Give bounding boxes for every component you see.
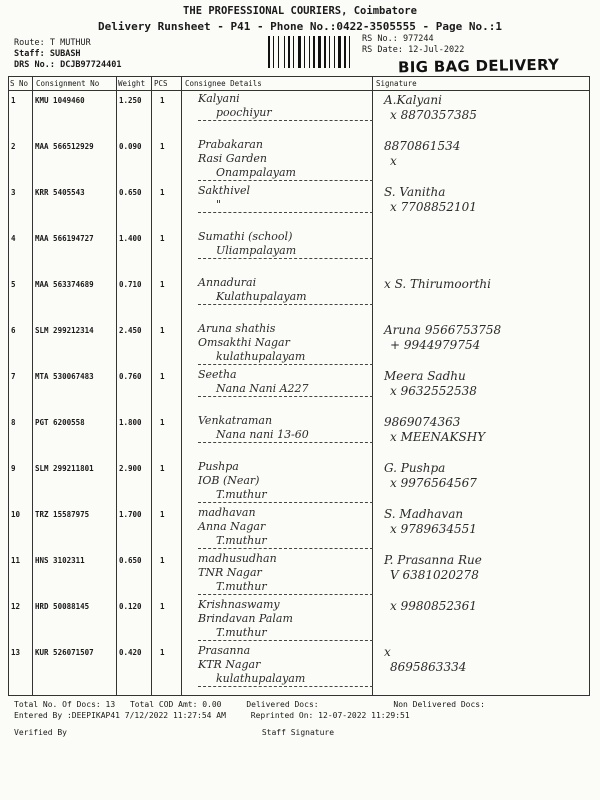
consignee-line: kulathupalayam [198,672,373,687]
rs-no-value: 977244 [402,34,434,44]
row-consignee-details [198,460,373,503]
consignee-line: Prasanna [198,644,251,657]
row-signature [374,461,579,491]
row-pcs: 1 [160,188,165,197]
row-consignment-no: HNS 3102311 [35,556,85,565]
row-consignee-details [198,506,373,549]
signature-line: 8870861534 [384,139,461,153]
consignee-line: TNR Nagar [198,566,262,579]
row-weight: 1.700 [119,510,142,519]
row-consignee-details [198,414,373,443]
row-sno: 9 [11,464,16,473]
consignee-line: Onampalayam [198,166,373,181]
row-sno: 12 [11,602,21,611]
row-signature [374,93,579,123]
table-border-bottom [8,695,590,696]
consignee-line: Uliampalayam [198,244,373,259]
consignee-line: Kalyani [198,92,240,105]
signature-line: Meera Sadhu [384,369,466,383]
barcode-bar [313,36,315,68]
verified-by: Verified By [14,728,67,737]
row-sno: 6 [11,326,16,335]
table-row [8,643,590,689]
consignee-line: Kulathupalayam [198,290,373,305]
col-header-sno: S No [10,79,29,88]
consignee-line: Brindavan Palam [198,612,293,625]
table-row [8,597,590,643]
barcode-bar [334,36,335,68]
consignee-line: T.muthur [198,488,373,503]
row-pcs: 1 [160,648,165,657]
table-row [8,551,590,597]
row-weight: 0.120 [119,602,142,611]
row-consignee-details [198,368,373,397]
barcode-bar [329,36,330,68]
row-consignment-no: TRZ 15587975 [35,510,90,519]
row-sno: 5 [11,280,16,289]
signature-line: 9869074363 [384,415,461,429]
consignee-line: Rasi Garden [198,152,267,165]
row-signature [374,553,579,583]
barcode [268,36,352,68]
col-header-consignment: Consignment No [36,79,100,88]
row-pcs: 1 [160,142,165,151]
row-signature [374,369,579,399]
row-pcs: 1 [160,510,165,519]
rs-no-label: RS No.: [362,34,398,44]
table-row [8,137,590,183]
row-consignment-no: SLM 299211801 [35,464,94,473]
row-weight: 0.650 [119,188,142,197]
row-consignee-details [198,276,373,305]
row-consignment-no: PGT 6200558 [35,418,85,427]
table-row [8,275,590,321]
col-header-consignee: Consignee Details [185,79,262,88]
consignee-line: madhavan [198,506,256,519]
consignee-line: IOB (Near) [198,474,260,487]
consignee-line: T.muthur [198,580,373,595]
signature-line: x 8870357385 [390,108,477,122]
row-consignment-no: SLM 299212314 [35,326,94,335]
signature-line: Aruna 9566753758 [384,323,502,337]
row-signature [374,507,579,537]
row-consignee-details [198,230,373,259]
consignee-line: KTR Nagar [198,658,261,671]
barcode-bar [304,36,305,68]
company-title: THE PROFESSIONAL COURIERS, Coimbatore [183,5,417,17]
consignee-line: Seetha [198,368,237,381]
row-signature [374,599,579,614]
big-bag-stamp: BIG BAG DELIVERY [397,55,560,77]
table-row [8,505,590,551]
staff-label: Staff: [14,49,45,59]
consignee-line: Anna Nagar [198,520,266,533]
signature-line: A.Kalyani [384,93,442,107]
row-sno: 2 [11,142,16,151]
row-signature [374,139,579,169]
signature-line: x [390,154,397,168]
row-signature [374,323,579,353]
signature-line: x MEENAKSHY [390,430,486,444]
total-cod: Total COD Amt: 0.00 [129,700,222,709]
footer-totals [14,700,485,709]
barcode-bar [298,36,301,68]
footer-sign [14,728,334,737]
col-header-weight: Weight [118,79,146,88]
consignee-line: kulathupalayam [198,350,373,365]
signature-line: V 6381020278 [390,568,479,582]
rs-date-label: RS Date: [362,45,403,55]
row-sno: 8 [11,418,16,427]
table-row [8,459,590,505]
signature-line: x S. Thirumoorthi [384,277,491,291]
row-consignment-no: HRD 50088145 [35,602,90,611]
staff-value: SUBASH [49,49,81,59]
row-consignment-no: KUR 526071507 [35,648,94,657]
drs-label: DRS No.: [14,60,55,70]
row-consignee-details [198,644,373,687]
row-consignment-no: MTA 530067483 [35,372,94,381]
signature-line: x 9789634551 [390,522,477,536]
total-docs: Total No. Of Docs: 13 [14,700,116,709]
row-consignee-details [198,322,373,365]
consignee-line: T.muthur [198,534,373,549]
barcode-bar [349,36,350,68]
row-weight: 0.710 [119,280,142,289]
row-pcs: 1 [160,96,165,105]
consignee-line: Krishnaswamy [198,598,280,611]
table-row [8,229,590,275]
rs-date-value: 12-Jul-2022 [408,45,465,55]
consignee-line: Prabakaran [198,138,263,151]
row-weight: 0.420 [119,648,142,657]
barcode-bar [318,36,321,68]
signature-line: G. Pushpa [384,461,446,475]
row-pcs: 1 [160,280,165,289]
row-consignee-details [198,184,373,213]
runsheet-table [8,76,590,696]
row-weight: 0.650 [119,556,142,565]
row-sno: 7 [11,372,16,381]
signature-line: x 9980852361 [390,599,477,613]
row-weight: 0.760 [119,372,142,381]
table-row [8,91,590,137]
consignee-line: Annadurai [198,276,257,289]
row-consignment-no: KRR 5405543 [35,188,85,197]
route-label: Route: [14,38,45,48]
row-pcs: 1 [160,556,165,565]
signature-line: x 9632552538 [390,384,477,398]
table-row [8,367,590,413]
delivered-docs: Delivered Docs: [246,700,319,709]
row-sno: 1 [11,96,16,105]
row-signature [374,415,579,445]
barcode-bar [268,36,270,68]
barcode-bar [324,36,326,68]
route-info [14,38,122,71]
barcode-bar [293,36,294,68]
route-value: T MUTHUR [49,38,91,48]
consignee-line: T.muthur [198,626,373,641]
consignee-line: Aruna shathis [198,322,276,335]
barcode-bar [344,36,346,68]
row-weight: 1.800 [119,418,142,427]
row-pcs: 1 [160,234,165,243]
col-header-signature: Signature [376,79,417,88]
row-weight: 0.090 [119,142,142,151]
row-consignee-details [198,92,373,121]
row-sno: 10 [11,510,21,519]
row-pcs: 1 [160,464,165,473]
barcode-bar [278,36,279,68]
barcode-bar [309,36,310,68]
signature-line: S. Vanitha [384,185,446,199]
consignee-line: Pushpa [198,460,239,473]
signature-line: S. Madhavan [384,507,464,521]
barcode-bar [273,36,274,68]
signature-line: x 9976564567 [390,476,477,490]
row-consignee-details [198,138,373,181]
staff-signature: Staff Signature [261,728,335,737]
row-consignee-details [198,552,373,595]
signature-line: x [384,645,391,659]
table-row [8,183,590,229]
row-consignment-no: KMU 1049460 [35,96,85,105]
footer-entry [14,711,410,720]
consignee-line: madhusudhan [198,552,277,565]
row-pcs: 1 [160,372,165,381]
row-pcs: 1 [160,418,165,427]
row-sno: 4 [11,234,16,243]
signature-line: x 7708852101 [390,200,477,214]
consignee-line: Sakthivel [198,184,251,197]
row-weight: 2.450 [119,326,142,335]
consignee-line: Nana nani 13-60 [198,428,373,443]
row-signature [374,645,579,675]
row-consignment-no: MAA 566512929 [35,142,94,151]
row-pcs: 1 [160,326,165,335]
barcode-bar [284,36,285,68]
barcode-bar [338,36,341,68]
consignee-line: poochiyur [198,106,373,121]
drs-value: DCJB97724401 [60,60,122,70]
consignee-line: Venkatraman [198,414,273,427]
consignee-line: " [198,198,373,213]
table-border-top [8,76,590,77]
row-weight: 2.900 [119,464,142,473]
consignee-line: Omsakthi Nagar [198,336,290,349]
entered-by: Entered By :DEEPIKAP41 7/12/2022 11:27:54 AM [14,711,226,720]
signature-line: P. Prasanna Rue [384,553,482,567]
col-header-pcs: PCS [154,79,168,88]
row-signature [374,185,579,215]
non-delivered-docs: Non Delivered Docs: [393,700,485,709]
row-pcs: 1 [160,602,165,611]
rs-info [362,34,464,56]
reprinted-on: Reprinted On: 12-07-2022 11:29:51 [250,711,410,720]
row-weight: 1.250 [119,96,142,105]
row-consignment-no: MAA 566194727 [35,234,94,243]
row-weight: 1.400 [119,234,142,243]
consignee-line: Nana Nani A227 [198,382,373,397]
row-sno: 3 [11,188,16,197]
table-row [8,413,590,459]
row-sno: 13 [11,648,21,657]
table-row [8,321,590,367]
barcode-bar [288,36,290,68]
runsheet-title: Delivery Runsheet - P41 - Phone No.:0422-3505555 - Page No.:1 [98,20,502,33]
signature-line: 8695863334 [390,660,467,674]
row-sno: 11 [11,556,21,565]
row-consignment-no: MAA 563374689 [35,280,94,289]
row-signature [374,277,579,292]
consignee-line: Sumathi (school) [198,230,293,243]
signature-line: + 9944979754 [390,338,481,352]
row-consignee-details [198,598,373,641]
